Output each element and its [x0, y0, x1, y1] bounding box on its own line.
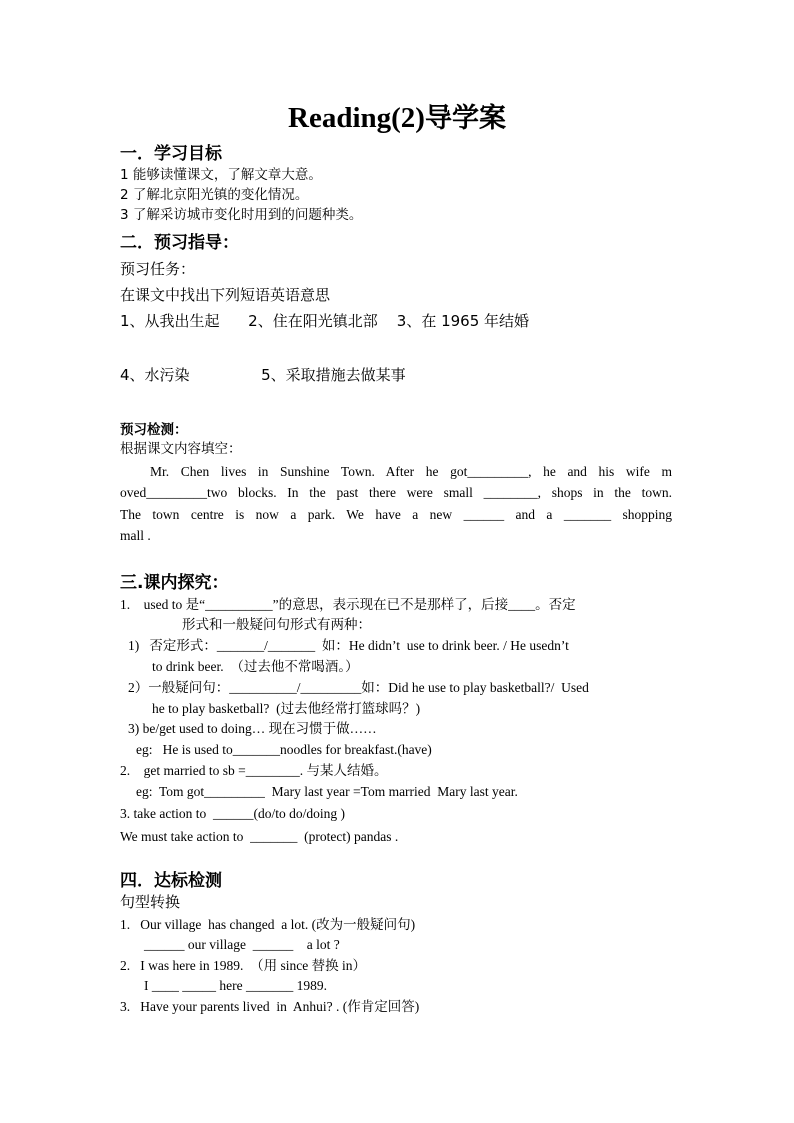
exercise-line: 1. Our village has changed a lot. (改为一般疑问句) [120, 917, 416, 932]
grammar-example: eg: Tom got_________ Mary last year =Tom married Mary last year. [136, 784, 518, 799]
grammar-example: eg: He is used to_______noodles for breakfast.(have) [136, 742, 432, 757]
passage-line: The town centre is now a park. We have a new ______ and a _______ shopping [120, 507, 672, 522]
objective-item: 1 能够读懂课文，了解文章大意。 [120, 167, 322, 183]
preview-check-instruction: 根据课文内容填空： [120, 441, 242, 457]
objective-item: 3 了解采访城市变化时用到的问题种类。 [120, 207, 363, 223]
passage-line: mall . [120, 528, 151, 543]
title-english: Reading(2) [288, 102, 425, 134]
page-title [0, 100, 794, 137]
grammar-line: he to play basketball? (过去他经常打篮球吗？) [152, 701, 421, 716]
section-heading-preview-guide: 二．预习指导： [120, 233, 239, 253]
grammar-line: 3) be/get used to doing… 现在习惯于做…… [128, 721, 377, 736]
passage-line: oved_________two blocks. In the past there were small ________, shops in the town. [120, 485, 672, 500]
phrase-row: 4、水污染 5、采取措施去做某事 [120, 366, 406, 384]
objective-item: 2 了解北京阳光镇的变化情况。 [120, 187, 309, 203]
grammar-line: 3. take action to ______(do/to do/doing ) [120, 806, 345, 821]
assessment-subheading: 句型转换 [120, 893, 181, 911]
grammar-line: 1. used to 是“__________”的意思，表示现在已不是那样了，后接____。否定 [120, 597, 576, 612]
grammar-line: 形式和一般疑问句形式有两种： [182, 617, 371, 633]
preview-check-label: 预习检测： [120, 422, 188, 438]
preview-task-label: 预习任务： [120, 260, 196, 278]
passage-line: Mr. Chen lives in Sunshine Town. After he got_________, he and his wife m [150, 464, 672, 479]
grammar-line: 1) 否定形式：_______/_______ 如：He didn’t use to drink beer. / He usedn’t [128, 638, 569, 653]
exercise-line: 3. Have your parents lived in Anhui? . (作肯定回答) [120, 999, 420, 1014]
section-heading-class-exploration: 三.课内探究： [120, 573, 229, 593]
preview-instruction: 在课文中找出下列短语英语意思 [120, 286, 331, 304]
grammar-line: 2. get married to sb =________. 与某人结婚。 [120, 763, 388, 778]
grammar-line: to drink beer. （过去他不常喝酒。） [152, 659, 359, 674]
exercise-line: I ____ _____ here _______ 1989. [144, 978, 327, 993]
phrase-row: 1、从我出生起 2、住在阳光镇北部 3、在 1965 年结婚 [120, 312, 530, 330]
section-heading-objectives: 一．学习目标 [120, 144, 222, 164]
exercise-line: 2. I was here in 1989. （用 since 替换 in） [120, 958, 366, 973]
exercise-line: ______ our village ______ a lot ? [144, 937, 340, 952]
grammar-line: We must take action to _______ (protect) pandas . [120, 829, 399, 844]
title-chinese: 导学案 [424, 103, 506, 134]
section-heading-assessment: 四．达标检测 [120, 871, 222, 891]
grammar-line: 2）一般疑问句：__________/_________如：Did he use to play basketball?/ Used [128, 680, 589, 695]
